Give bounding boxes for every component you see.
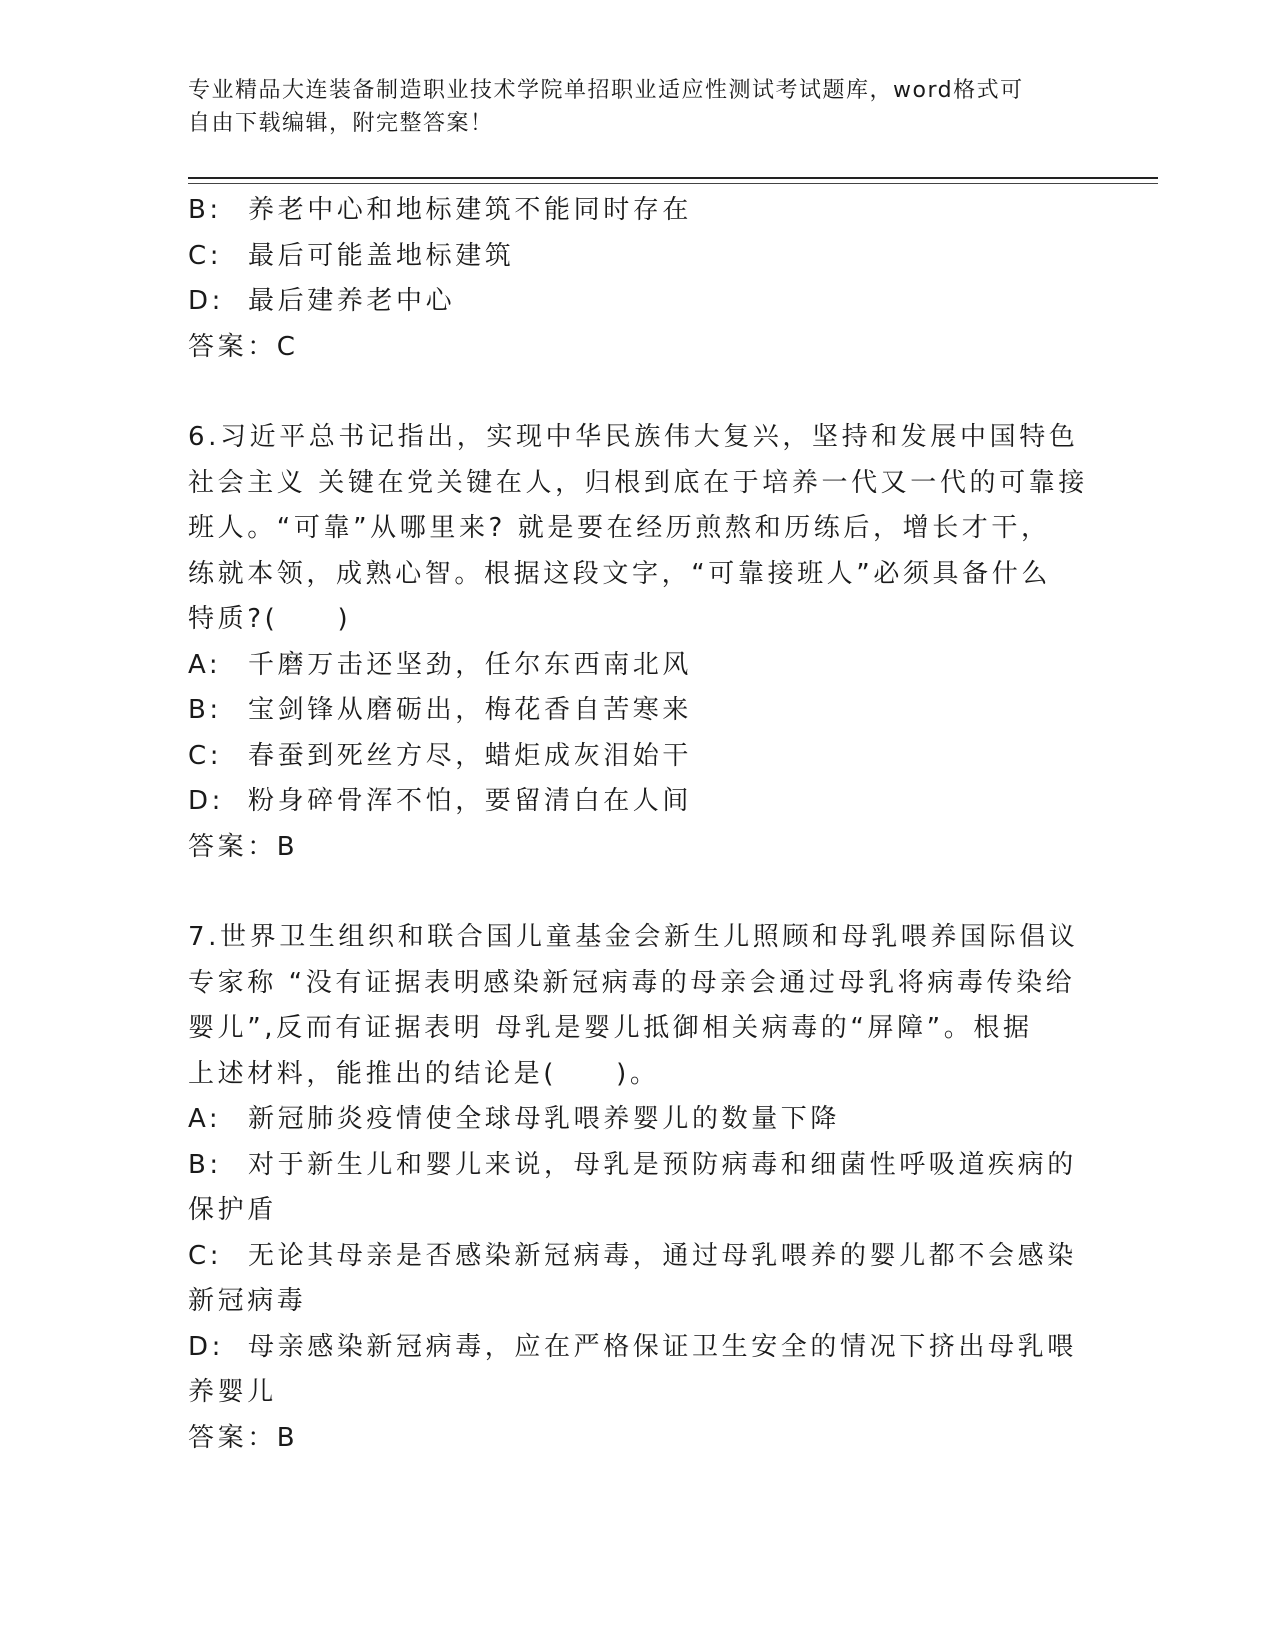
question-6 xyxy=(188,415,1088,870)
q7-option-d: D: 母亲感染新冠病毒，应在严格保证卫生安全的情况下挤出母乳喂 养婴儿 xyxy=(188,1325,1088,1416)
question-7 xyxy=(188,915,1088,1461)
q6-stem-line: 练就本领，成熟心智。根据这段文字，“可靠接班人”必须具备什么 xyxy=(188,558,1051,589)
q5-option-d: D: 最后建养老中心 xyxy=(188,286,456,316)
q7-stem-line: 婴儿”,反而有证据表明 母乳是婴儿抵御相关病毒的“屏障”。根据 xyxy=(188,1013,1033,1043)
q6-option-b: B: 宝剑锋从磨砺出，梅花香自苦寒来 xyxy=(188,695,693,725)
q5-option-c: C: 最后可能盖地标建筑 xyxy=(188,240,515,271)
q7-stem-line: 上述材料，能推出的结论是( )。 xyxy=(188,1058,660,1089)
q6-stem-line: 班人。“可靠”从哪里来? 就是要在经历煎熬和历练后，增长才干， xyxy=(188,513,1051,543)
q5-answer: 答案：C xyxy=(188,331,299,362)
q7-option-d-continuation: 养婴儿 xyxy=(188,1377,277,1407)
q6-stem-line: 6.习近平总书记指出，实现中华民族伟大复兴，坚持和发展中国特色 xyxy=(188,422,1079,452)
q6-option-a: A: 千磨万击还坚劲，任尔东西南北风 xyxy=(188,649,693,680)
header-rule-thick xyxy=(188,177,1158,179)
spacer xyxy=(188,870,1088,915)
q6-stem-line: 社会主义 关键在党关键在人，归根到底在于培养一代又一代的可靠接 xyxy=(188,467,1088,498)
document-body xyxy=(188,188,1088,1461)
q7-option-b: B: 对于新生儿和婴儿来说，母乳是预防病毒和细菌性呼吸道疾病的 保护盾 xyxy=(188,1143,1088,1234)
q7-stem-line: 专家称 “没有证据表明感染新冠病毒的母亲会通过母乳将病毒传染给 xyxy=(188,967,1076,998)
q7-stem-line: 7.世界卫生组织和联合国儿童基金会新生儿照顾和母乳喂养国际倡议 xyxy=(188,922,1079,952)
q7-option-c-continuation: 新冠病毒 xyxy=(188,1286,307,1316)
q7-option-c: C: 无论其母亲是否感染新冠病毒，通过母乳喂养的婴儿都不会感染 新冠病毒 xyxy=(188,1234,1088,1325)
q7-option-a: A: 新冠肺炎疫情使全球母乳喂养婴儿的数量下降 xyxy=(188,1104,841,1134)
spacer xyxy=(188,370,1088,415)
q5-option-b: B: 养老中心和地标建筑不能同时存在 xyxy=(188,195,693,225)
header-line-1: 专业精品大连装备制造职业技术学院单招职业适应性测试考试题库，word格式可 xyxy=(188,78,1024,103)
header-line-2: 自由下载编辑，附完整答案！ xyxy=(188,111,494,136)
q7-option-b-continuation: 保护盾 xyxy=(188,1195,277,1225)
q6-option-c: C: 春蚕到死丝方尽，蜡炬成灰泪始干 xyxy=(188,740,693,771)
q7-answer: 答案：B xyxy=(188,1422,299,1453)
page-header xyxy=(188,74,1088,140)
q6-option-d: D: 粉身碎骨浑不怕，要留清白在人间 xyxy=(188,786,693,816)
q6-answer: 答案：B xyxy=(188,831,299,862)
q6-stem-line: 特质?( ) xyxy=(188,604,352,634)
question-5 xyxy=(188,188,1088,370)
header-rule-thin xyxy=(188,183,1158,184)
